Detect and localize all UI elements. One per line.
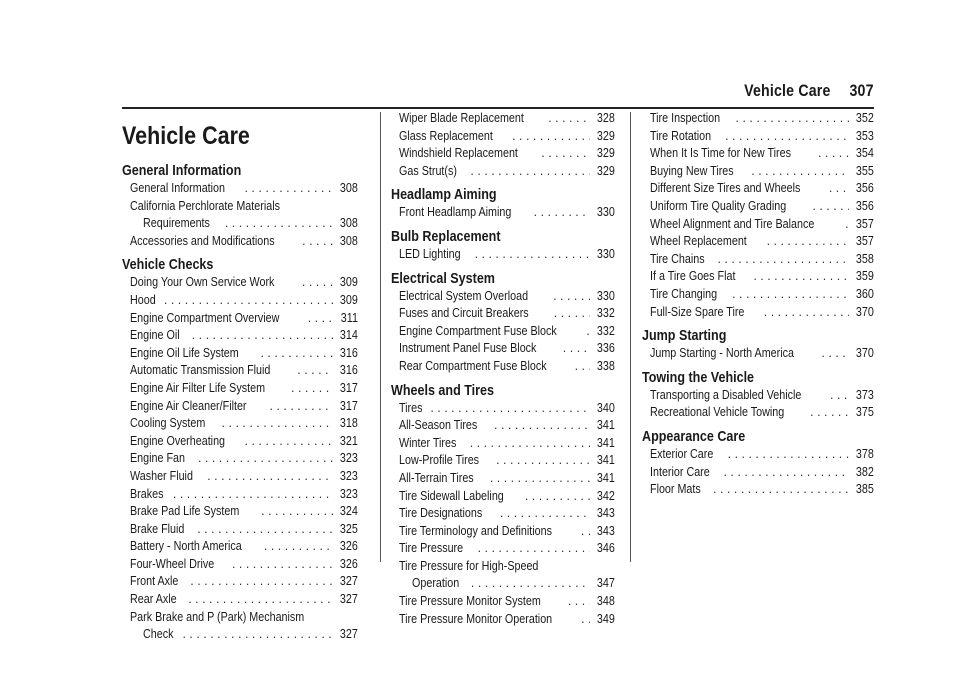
toc-entry[interactable] — [130, 503, 358, 521]
toc-entry-label: Rear Axle — [130, 592, 177, 607]
toc-entry-label: Brake Fluid — [130, 521, 185, 536]
dot-leader — [197, 521, 333, 539]
toc-entry-list — [642, 446, 874, 499]
toc-entry[interactable] — [399, 417, 615, 435]
toc-entry[interactable] — [130, 591, 358, 609]
toc-entry-label: Engine Fan — [130, 451, 185, 466]
page-title: Vehicle Care — [122, 122, 250, 150]
dot-leader — [470, 435, 590, 453]
toc-entry-label: Park Brake and P (Park) Mechanism — [130, 609, 305, 624]
dot-leader — [297, 362, 333, 380]
dot-leader — [475, 246, 591, 264]
toc-entry[interactable] — [399, 358, 615, 376]
toc-entry-page: 370 — [856, 346, 874, 361]
toc-entry-page: 324 — [340, 504, 358, 519]
section-heading: Appearance Care — [642, 428, 746, 445]
dot-leader — [723, 464, 849, 482]
dot-leader — [554, 305, 590, 323]
toc-entry-label: Cooling System — [130, 416, 206, 431]
toc-entry-label: Buying New Tires — [650, 163, 734, 178]
dot-leader — [728, 446, 850, 464]
dot-leader — [568, 593, 590, 611]
dot-leader — [471, 575, 590, 593]
toc-entry-page: 341 — [597, 418, 615, 433]
toc-entry-label: Tire Pressure Monitor Operation — [399, 611, 553, 626]
toc-entry-page: 338 — [597, 358, 615, 373]
toc-entry-label: General Information — [130, 181, 226, 195]
toc-entry[interactable] — [399, 558, 615, 593]
dot-leader — [291, 380, 333, 398]
toc-entry[interactable] — [130, 486, 358, 504]
toc-entry-page: 343 — [597, 506, 615, 521]
toc-entry[interactable] — [650, 145, 874, 163]
toc-entry[interactable] — [130, 180, 358, 198]
toc-entry[interactable] — [399, 340, 615, 358]
toc-entry-page: 357 — [856, 216, 874, 231]
dot-leader — [269, 398, 333, 416]
toc-entry-page: 347 — [597, 576, 615, 591]
page-header — [0, 0, 960, 112]
dot-leader — [302, 233, 333, 251]
dot-leader — [264, 538, 333, 556]
toc-entry[interactable] — [650, 464, 874, 482]
toc-entry[interactable] — [399, 204, 615, 222]
toc-entry-label: Tire Pressure Monitor System — [399, 594, 541, 609]
dot-leader — [541, 145, 590, 163]
toc-entry-label: Electrical System Overload — [399, 288, 529, 303]
section-heading: Electrical System — [391, 270, 495, 287]
dot-leader — [581, 523, 590, 541]
toc-entry-label: Tire Rotation — [650, 128, 712, 143]
toc-entry-page: 370 — [856, 304, 874, 319]
section-heading: Jump Starting — [642, 328, 727, 345]
dot-leader — [232, 556, 333, 574]
toc-entry-page: 378 — [856, 446, 874, 461]
dot-leader — [753, 268, 849, 286]
toc-entry[interactable] — [399, 505, 615, 523]
dot-leader — [725, 128, 849, 146]
toc-entry[interactable] — [399, 145, 615, 163]
toc-entry-page: 385 — [856, 482, 874, 497]
header-page-number: 307 — [849, 82, 874, 100]
toc-entry-label: Hood — [130, 292, 156, 307]
toc-entry-page: 309 — [340, 275, 358, 290]
section-heading: Bulb Replacement — [391, 228, 501, 245]
toc-entry-label: Full-Size Spare Tire — [650, 304, 745, 319]
toc-entry-label: All-Terrain Tires — [399, 470, 474, 485]
toc-entry-page: 373 — [856, 387, 874, 402]
toc-entry-page: 317 — [340, 398, 358, 413]
toc-column-3 — [642, 110, 874, 499]
toc-entry[interactable] — [399, 400, 615, 418]
toc-entry[interactable] — [130, 538, 358, 556]
toc-entry-label: Instrument Panel Fuse Block — [399, 341, 537, 356]
toc-entry-page: 359 — [856, 269, 874, 284]
toc-entry[interactable] — [650, 251, 874, 269]
header-section-title: Vehicle Care — [744, 82, 831, 100]
toc-entry-label: Low-Profile Tires — [399, 453, 480, 468]
toc-entry-page: 357 — [856, 234, 874, 249]
toc-entry-page: 354 — [856, 146, 874, 161]
dot-leader — [244, 180, 333, 198]
dot-leader — [581, 611, 590, 629]
toc-entry-label: Tires — [399, 400, 423, 415]
toc-entry[interactable] — [130, 415, 358, 433]
dot-leader — [810, 404, 849, 422]
toc-entry-page: 360 — [856, 286, 874, 301]
toc-entry-page: 330 — [597, 205, 615, 220]
dot-leader — [190, 573, 333, 591]
dot-leader — [548, 110, 590, 128]
toc-entry[interactable] — [130, 468, 358, 486]
toc-entry-label: Fuses and Circuit Breakers — [399, 306, 529, 321]
toc-entry[interactable] — [650, 128, 874, 146]
toc-entry-label: Engine Oil — [130, 328, 180, 343]
toc-entry-page: 314 — [340, 328, 358, 343]
toc-column-1 — [122, 112, 358, 644]
toc-entry[interactable] — [650, 216, 874, 234]
toc-entry-label: Tire Changing — [650, 286, 718, 301]
dot-leader — [198, 450, 333, 468]
dot-leader — [829, 180, 849, 198]
toc-entry-page: 328 — [597, 111, 615, 125]
toc-entry-label: Gas Strut(s) — [399, 163, 457, 178]
toc-entry[interactable] — [399, 323, 615, 341]
toc-entry-label: Tire Pressure for High-Speed — [399, 558, 539, 573]
toc-entry-page: 327 — [340, 627, 358, 642]
toc-entry-label: Wiper Blade Replacement — [399, 111, 524, 125]
toc-entry-label: Front Headlamp Aiming — [399, 205, 512, 220]
dot-leader — [553, 288, 590, 306]
toc-entry-page: 343 — [597, 523, 615, 538]
dot-leader — [525, 488, 590, 506]
column-divider — [630, 112, 631, 562]
dot-leader — [500, 505, 590, 523]
toc-entry-label: Wheel Replacement — [650, 234, 747, 249]
toc-entry-label: Doing Your Own Service Work — [130, 275, 275, 290]
toc-entry[interactable] — [399, 611, 615, 629]
toc-entry[interactable] — [650, 481, 874, 499]
toc-entry[interactable] — [399, 110, 615, 128]
toc-entry[interactable] — [130, 450, 358, 468]
toc-entry-page: 342 — [597, 488, 615, 503]
toc-entry-list — [391, 288, 615, 376]
dot-leader — [751, 163, 849, 181]
toc-entry-label: Automatic Transmission Fluid — [130, 363, 271, 378]
toc-entry-page: 353 — [856, 128, 874, 143]
toc-entry-page: 330 — [597, 246, 615, 261]
toc-entry-page: 332 — [597, 323, 615, 338]
toc-entry-page: 323 — [340, 468, 358, 483]
dot-leader — [207, 468, 333, 486]
toc-entry-list — [391, 204, 615, 222]
toc-entry-label: Engine Air Cleaner/Filter — [130, 398, 247, 413]
toc-entry[interactable] — [650, 404, 874, 422]
toc-entry[interactable] — [399, 435, 615, 453]
toc-entry-label-continued: Check — [143, 627, 174, 642]
toc-entry-page: 356 — [856, 181, 874, 196]
dot-leader — [430, 400, 590, 418]
header-rule — [122, 107, 874, 109]
dot-leader — [812, 198, 849, 216]
dot-leader — [764, 304, 849, 322]
toc-entry-label: Rear Compartment Fuse Block — [399, 358, 547, 373]
toc-entry[interactable] — [399, 470, 615, 488]
toc-entry-page: 330 — [597, 288, 615, 303]
dot-leader — [173, 486, 333, 504]
toc-entry-label: Windshield Replacement — [399, 146, 518, 161]
dot-leader — [222, 415, 334, 433]
toc-entry-label: Recreational Vehicle Towing — [650, 405, 785, 420]
toc-entry-list — [391, 400, 615, 629]
toc-entry[interactable] — [130, 327, 358, 345]
toc-entry-page: 355 — [856, 163, 874, 178]
toc-entry-label: LED Lighting — [399, 246, 461, 261]
toc-entry-label: Engine Oil Life System — [130, 345, 239, 360]
dot-leader — [188, 591, 333, 609]
dot-leader — [164, 292, 333, 310]
toc-entry-label: Tire Designations — [399, 506, 483, 521]
toc-entry[interactable] — [650, 268, 874, 286]
toc-entry-page: 308 — [340, 216, 358, 231]
toc-entry-page: 325 — [340, 521, 358, 536]
toc-entry-page: 349 — [597, 611, 615, 626]
toc-entry-page: 327 — [340, 574, 358, 589]
toc-entry-label: Accessories and Modifications — [130, 233, 275, 248]
toc-entry-label: California Perchlorate Materials — [130, 198, 280, 213]
toc-entry[interactable] — [130, 609, 358, 644]
toc-entry-label: If a Tire Goes Flat — [650, 269, 736, 284]
toc-entry-label: All-Season Tires — [399, 418, 478, 433]
toc-entry-page: 341 — [597, 453, 615, 468]
toc-entry-page: 329 — [597, 163, 615, 178]
dot-leader — [261, 503, 333, 521]
toc-entry-label: Battery - North America — [130, 539, 242, 554]
toc-entry-page: 341 — [597, 435, 615, 450]
toc-entry-list — [391, 110, 615, 180]
toc-entry-page: 329 — [597, 128, 615, 143]
dot-leader — [512, 128, 590, 146]
toc-entry-page: 323 — [340, 451, 358, 466]
toc-entry[interactable] — [399, 246, 615, 264]
toc-entry-page: 352 — [856, 111, 874, 125]
dot-leader — [308, 310, 334, 328]
dot-leader — [245, 433, 334, 451]
toc-entry-label: Four-Wheel Drive — [130, 556, 215, 571]
toc-entry-label: Transporting a Disabled Vehicle — [650, 387, 802, 402]
toc-entry[interactable] — [399, 288, 615, 306]
toc-entry[interactable] — [130, 198, 358, 233]
dot-leader — [767, 233, 850, 251]
toc-entry-label: Different Size Tires and Wheels — [650, 181, 801, 196]
toc-entry-page: 316 — [340, 345, 358, 360]
dot-leader — [821, 345, 849, 363]
toc-entry[interactable] — [399, 163, 615, 181]
dot-leader — [192, 327, 333, 345]
toc-entry-page: 348 — [597, 594, 615, 609]
toc-entry-label: Tire Terminology and Definitions — [399, 523, 552, 538]
toc-entry-label: Brake Pad Life System — [130, 504, 240, 519]
dot-leader — [830, 387, 849, 405]
toc-entry-label: Uniform Tire Quality Grading — [650, 198, 787, 213]
toc-entry[interactable] — [130, 233, 358, 251]
toc-entry-page: 332 — [597, 306, 615, 321]
dot-leader — [736, 110, 850, 128]
toc-entry[interactable] — [650, 233, 874, 251]
toc-entry[interactable] — [399, 305, 615, 323]
section-heading: Towing the Vehicle — [642, 369, 755, 386]
section-heading: Vehicle Checks — [122, 257, 214, 274]
toc-column-2 — [391, 110, 615, 628]
toc-entry-list — [642, 345, 874, 363]
toc-entry-label: Floor Mats — [650, 482, 701, 497]
toc-entry-page: 327 — [340, 592, 358, 607]
toc-entry[interactable] — [399, 523, 615, 541]
toc-entry-page: 311 — [340, 310, 358, 325]
toc-entry[interactable] — [130, 292, 358, 310]
toc-entry-label: Exterior Care — [650, 446, 714, 461]
dot-leader — [260, 345, 333, 363]
toc-entry-label: Engine Compartment Fuse Block — [399, 323, 557, 338]
toc-entry-list — [642, 110, 874, 321]
toc-entry[interactable] — [130, 573, 358, 591]
toc-entry-page: 382 — [856, 464, 874, 479]
dot-leader — [182, 626, 333, 644]
toc-entry-label-continued: Operation — [412, 576, 460, 591]
toc-entry[interactable] — [399, 128, 615, 146]
toc-entry[interactable] — [650, 387, 874, 405]
toc-entry[interactable] — [650, 446, 874, 464]
toc-entry-page: 346 — [597, 541, 615, 556]
toc-entry[interactable] — [650, 163, 874, 181]
dot-leader — [713, 481, 849, 499]
toc-entry[interactable] — [130, 433, 358, 451]
toc-entry-label: Tire Inspection — [650, 111, 721, 125]
toc-entry-label: Washer Fluid — [130, 468, 193, 483]
toc-entry-label: Tire Chains — [650, 251, 705, 266]
dot-leader — [302, 274, 333, 292]
toc-entry-page: 308 — [340, 181, 358, 195]
toc-entry-page: 308 — [340, 233, 358, 248]
dot-leader — [225, 215, 333, 233]
toc-entry-page: 356 — [856, 198, 874, 213]
toc-entry-label: Engine Overheating — [130, 433, 226, 448]
toc-entry-label: Interior Care — [650, 464, 710, 479]
toc-entry-label: Tire Pressure — [399, 541, 464, 556]
toc-entry-page: 375 — [856, 405, 874, 420]
toc-entry-list — [122, 274, 358, 643]
toc-entry[interactable] — [650, 345, 874, 363]
toc-entry[interactable] — [130, 362, 358, 380]
toc-entry[interactable] — [130, 521, 358, 539]
toc-entry[interactable] — [399, 593, 615, 611]
dot-leader — [470, 163, 590, 181]
toc-entry-page: 358 — [856, 251, 874, 266]
toc-entry[interactable] — [650, 304, 874, 322]
toc-entry-label: Front Axle — [130, 574, 179, 589]
toc-entry-label: Tire Sidewall Labeling — [399, 488, 504, 503]
toc-entry-label-continued: Requirements — [143, 216, 210, 231]
toc-entry-page: 341 — [597, 470, 615, 485]
toc-entry-list — [391, 246, 615, 264]
toc-entry[interactable] — [130, 345, 358, 363]
toc-entry-label: Engine Compartment Overview — [130, 310, 280, 325]
toc-entry-page: 336 — [597, 341, 615, 356]
section-heading: Headlamp Aiming — [391, 187, 497, 204]
dot-leader — [575, 358, 591, 376]
toc-entry-page: 323 — [340, 486, 358, 501]
section-heading: General Information — [122, 163, 242, 179]
toc-entry-page: 340 — [597, 400, 615, 415]
dot-leader — [496, 452, 590, 470]
dot-leader — [732, 286, 849, 304]
toc-entry-label: Glass Replacement — [399, 128, 493, 143]
dot-leader — [534, 204, 591, 222]
dot-leader — [586, 323, 590, 341]
toc-entry[interactable] — [130, 310, 358, 328]
toc-entry-page: 329 — [597, 146, 615, 161]
toc-entry[interactable] — [650, 198, 874, 216]
toc-entry-list — [122, 180, 358, 250]
section-heading: Wheels and Tires — [391, 382, 494, 399]
dot-leader — [563, 340, 590, 358]
toc-entry-label: Wheel Alignment and Tire Balance — [650, 216, 815, 231]
toc-entry[interactable] — [399, 452, 615, 470]
toc-entry[interactable] — [130, 274, 358, 292]
toc-entry-page: 316 — [340, 363, 358, 378]
toc-entry-label: When It Is Time for New Tires — [650, 146, 791, 161]
toc-entry-page: 326 — [340, 539, 358, 554]
dot-leader — [717, 251, 849, 269]
toc-entry[interactable] — [650, 286, 874, 304]
dot-leader — [494, 417, 590, 435]
toc-entry-page: 321 — [340, 433, 358, 448]
toc-entry[interactable] — [130, 556, 358, 574]
dot-leader — [478, 540, 591, 558]
toc-entry[interactable] — [130, 398, 358, 416]
toc-entry-label: Jump Starting - North America — [650, 346, 794, 361]
dot-leader — [490, 470, 590, 488]
toc-entry-label: Engine Air Filter Life System — [130, 380, 266, 395]
column-divider — [380, 112, 381, 562]
dot-leader — [845, 216, 849, 234]
toc-entry-list — [642, 387, 874, 422]
toc-entry[interactable] — [130, 380, 358, 398]
toc-entry-label: Brakes — [130, 486, 164, 501]
toc-entry[interactable] — [399, 488, 615, 506]
toc-entry-page: 326 — [340, 556, 358, 571]
toc-entry-page: 309 — [340, 292, 358, 307]
running-header — [744, 82, 874, 101]
dot-leader — [818, 145, 849, 163]
toc-entry[interactable] — [650, 110, 874, 128]
toc-entry[interactable] — [650, 180, 874, 198]
toc-entry[interactable] — [399, 540, 615, 558]
toc-entry-label: Winter Tires — [399, 435, 457, 450]
toc-entry-page: 317 — [340, 380, 358, 395]
toc-entry-page: 318 — [340, 416, 358, 431]
